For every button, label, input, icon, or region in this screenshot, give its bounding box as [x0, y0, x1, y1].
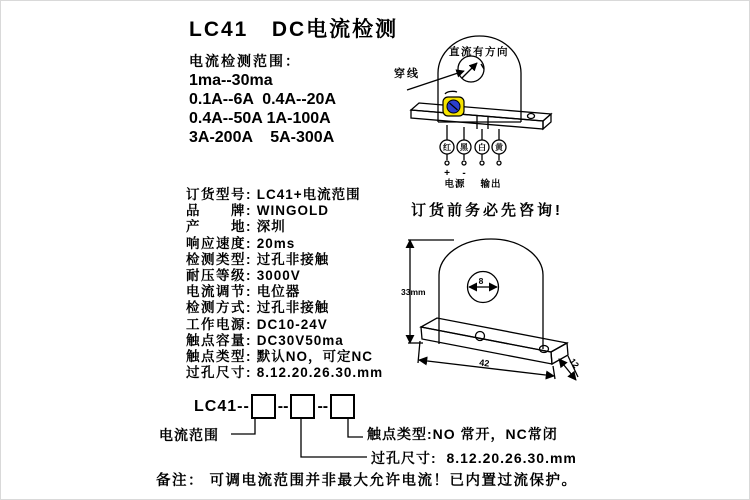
spec-label: 检测方式:: [186, 300, 252, 316]
spec-label: 产 地:: [186, 219, 252, 235]
spec-row: [186, 268, 383, 284]
range-row: 3A-200A 5A-300A: [189, 129, 335, 146]
spec-row: [186, 317, 383, 333]
order-code-separator: --: [317, 397, 329, 415]
spec-label: 检测类型:: [186, 251, 252, 267]
connector-current-range: [231, 419, 255, 434]
spec-value: 电位器: [256, 284, 301, 300]
wire-name-red: 红: [443, 143, 451, 152]
wiring-diagram: [393, 29, 608, 204]
order-label-hole-size: 过孔尺寸: 8.12.20.26.30.mm: [371, 450, 577, 466]
wire-name-white: 白: [478, 143, 486, 152]
dimension-diagram: [396, 233, 596, 391]
spec-label: 电流调节:: [186, 284, 252, 300]
spec-label: 品 牌:: [186, 203, 252, 219]
order-code-box-current-range: [251, 394, 276, 419]
spec-row: [186, 349, 383, 365]
spec-value: 深圳: [256, 219, 286, 235]
wire-terminal: [480, 161, 484, 165]
hole-dim-label: 8: [478, 276, 484, 286]
width-dim-label: 42: [478, 357, 490, 369]
spec-label: 触点类型:: [186, 349, 252, 365]
spec-label: 触点容量:: [186, 332, 252, 348]
spec-value: 3000V: [256, 268, 301, 284]
order-code-row: [194, 394, 356, 419]
range-row: 0.1A--6A 0.4A--20A: [189, 91, 337, 108]
spec-value: 过孔非接触: [256, 300, 330, 316]
range-section: [189, 51, 336, 147]
spec-value: 8.12.20.26.30.mm: [256, 365, 384, 381]
consult-note: 订货前务必先咨询!: [411, 202, 563, 219]
direction-arrow: [462, 63, 477, 78]
spec-label: 耐压等级:: [186, 268, 252, 284]
pot-adjust-arc: [445, 91, 457, 94]
spec-value: DC30V50ma: [256, 332, 344, 348]
direction-note-label: 直流有方向: [449, 46, 509, 58]
base-end-face: [543, 114, 551, 129]
order-code-prefix: LC41--: [194, 397, 250, 415]
power-label: 电源: [444, 179, 466, 190]
spec-value: 过孔非接触: [256, 251, 330, 267]
wire-name-yellow: 黄: [495, 143, 503, 152]
width-ext-right: [553, 366, 555, 379]
base-mount-hole: [528, 114, 535, 119]
spec-row: [186, 284, 383, 300]
wire-name-black: 黑: [460, 143, 468, 152]
spec-value: WINGOLD: [256, 203, 330, 219]
height-dim-label: 33mm: [401, 287, 426, 297]
connector-hole-size: [301, 419, 367, 457]
spec-row: [186, 365, 383, 381]
order-label-current-range: 电流范围: [159, 427, 219, 443]
dim-body-outline: [439, 239, 543, 349]
page-title: LC41 DC电流检测: [189, 18, 399, 41]
dim-base-mount-hole: [540, 346, 549, 353]
output-label: 输出: [480, 179, 502, 190]
spec-value: DC10-24V: [256, 316, 328, 332]
spec-value: 默认NO，可定NC: [256, 349, 374, 365]
spec-value: LC41+电流范围: [256, 187, 361, 202]
spec-label: 响应速度:: [186, 235, 252, 251]
order-code-box-contact-type: [330, 394, 355, 419]
spec-label: 订货型号:: [186, 187, 252, 202]
spec-row: [186, 203, 383, 219]
spec-row: [186, 333, 383, 349]
plus-sign: +: [444, 168, 450, 179]
spec-value: 20ms: [256, 235, 296, 251]
spec-row: [186, 300, 383, 316]
dim-base-top-face: [421, 318, 567, 352]
spec-row: [186, 252, 383, 268]
order-code-box-hole-size: [290, 394, 315, 419]
thread-label: 穿线: [394, 68, 420, 80]
range-heading: 电流检测范围：: [189, 53, 301, 69]
remark-note: 备注： 可调电流范围并非最大允许电流！已内置过流保护。: [156, 473, 578, 489]
spec-list: [186, 187, 383, 381]
range-row: 0.4A--50A 1A-100A: [189, 110, 331, 127]
spec-row: [186, 219, 383, 235]
order-label-contact-type: 触点类型:NO 常开，NC常闭: [367, 426, 558, 442]
depth-dim-label: 12: [567, 356, 582, 370]
spec-label: 工作电源:: [186, 316, 252, 332]
range-row: 1ma--30ma: [189, 72, 273, 89]
spec-label: 过孔尺寸:: [186, 365, 252, 381]
wire-terminal: [497, 161, 501, 165]
spec-row: [186, 236, 383, 252]
connector-contact-type: [348, 419, 363, 437]
spec-row: [186, 187, 383, 203]
order-code-separator: --: [277, 397, 289, 415]
wire-terminal: [445, 161, 449, 165]
dim-base-end-face: [551, 343, 568, 364]
wire-terminal: [462, 161, 466, 165]
minus-sign: -: [462, 168, 466, 179]
